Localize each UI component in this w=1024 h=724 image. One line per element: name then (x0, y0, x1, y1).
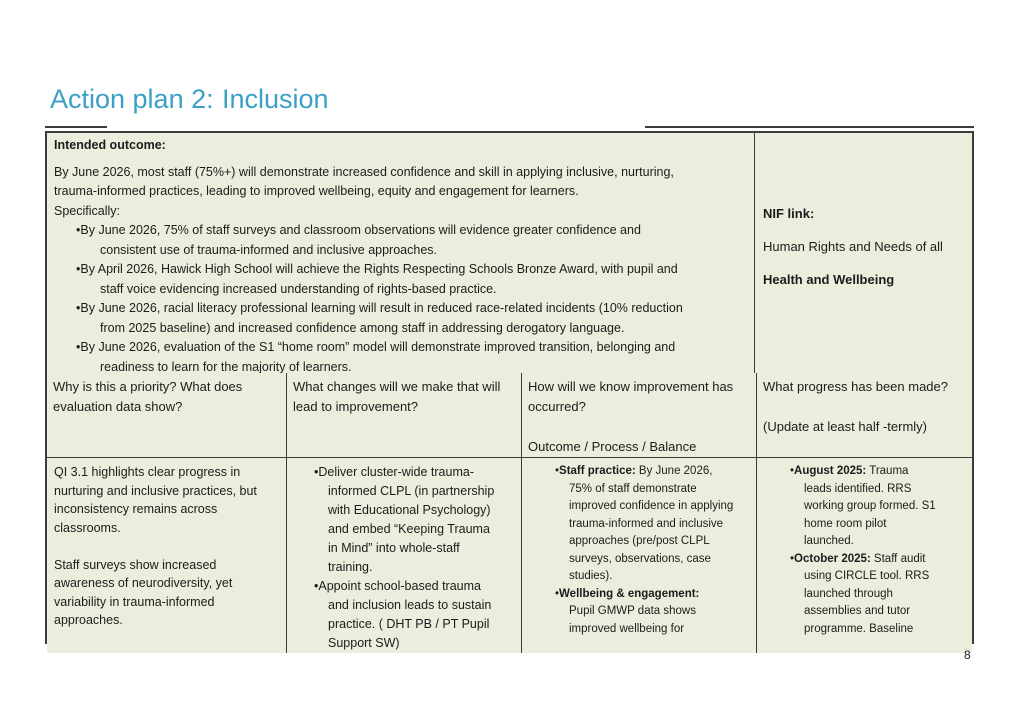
header-priority-cell (47, 373, 287, 458)
top-border-segment-right (645, 126, 974, 128)
header-line: (Update at least half -termly) (763, 419, 928, 434)
bullet-line: • By June 2026, racial literacy professional learning will result in reduced race-related incidents (10% reduction (76, 299, 754, 319)
bullet-line: and embed “Keeping Trauma (328, 522, 490, 536)
table-row-intended (47, 133, 972, 373)
bullet-line: • By April 2026, Hawick High School will achieve the Rights Respecting Schools Bronze Award, with pupil and (76, 260, 754, 280)
bullet-line: in Mind” into whole-staff (328, 541, 460, 555)
header-line (763, 397, 972, 417)
bullet-line: • By June 2026, evaluation of the S1 “home room” model will demonstrate improved transition, belonging and (76, 338, 754, 358)
top-border-segment-left (45, 126, 107, 128)
title-inclusion: Inclusion (222, 84, 329, 114)
list-item (76, 338, 754, 377)
header-line: lead to improvement? (293, 399, 419, 414)
page-number: 8 (964, 648, 971, 662)
bullet-line: using CIRCLE tool. RRS (804, 570, 930, 582)
intended-intro-line: By June 2026, most staff (75%+) will demonstrate increased confidence and skill in applying inclusive, nurturing, (54, 164, 674, 179)
list-item (76, 221, 754, 260)
intended-intro-line: Specifically: (54, 203, 120, 218)
bullet-line: leads identified. RRS (804, 482, 912, 495)
body-line: Staff surveys show increased (54, 557, 217, 572)
body-line: classrooms. (54, 520, 121, 535)
bullet-line: home room pilot (804, 517, 887, 530)
bullet-lead: August 2025: (794, 465, 867, 477)
bullet-line (790, 463, 972, 481)
bullet-line (555, 463, 756, 481)
bullet-line: working group formed. S1 (804, 500, 936, 512)
header-line: What progress has been made? (763, 379, 948, 394)
header-line: How will we know improvement has (528, 379, 734, 394)
bullet-lead: Staff practice: (559, 465, 636, 477)
bullet-line (555, 586, 756, 604)
nif-link-label: NIF link: (763, 206, 815, 221)
page-title (50, 84, 329, 114)
bullet-line: consistent use of trauma-informed and inclusive approaches. (100, 242, 437, 257)
priority-body-cell (47, 458, 287, 653)
bullet-line: studies). (569, 570, 613, 582)
progress-bullet-list (764, 463, 972, 638)
bullet-line: Pupil GMWP data shows (569, 605, 696, 617)
body-line: awareness of neurodiversity, yet (54, 576, 233, 590)
spacer (54, 156, 754, 163)
header-line: Outcome / Process / Balance (528, 439, 697, 454)
bullet-line: trauma-informed and inclusive (569, 517, 724, 530)
header-know-cell (522, 373, 757, 458)
bullet-line: launched through (804, 587, 893, 600)
bullet-rest: By June 2026, (635, 465, 713, 477)
list-item (76, 260, 754, 299)
nif-link-value: Health and Wellbeing (763, 272, 895, 287)
body-line: approaches. (54, 613, 123, 627)
list-item (314, 577, 521, 653)
intended-intro-line: trauma-informed practices, leading to improved wellbeing, equity and engagement for learners. (54, 184, 579, 198)
bullet-line: from 2025 baseline) and increased confidence among staff in addressing derogatory language. (100, 320, 625, 335)
header-line: occurred? (528, 399, 586, 414)
body-line (54, 537, 286, 556)
list-item (790, 463, 972, 551)
nif-link-cell (755, 133, 972, 378)
header-progress-cell (757, 373, 972, 458)
bullet-line: approaches (pre/post CLPL (569, 535, 710, 547)
table-header-row (47, 373, 972, 458)
table-body-row (47, 458, 972, 650)
bullet-rest: Trauma (866, 465, 909, 477)
bullet-line: with Educational Psychology) (328, 503, 491, 517)
bullet-line: • Appoint school-based trauma (314, 577, 521, 596)
nif-link-value: Human Rights and Needs of all (763, 239, 943, 254)
bullet-lead: October 2025: (794, 552, 871, 565)
intended-outcome-heading: Intended outcome: (54, 138, 166, 152)
bullet-line: readiness to learn for the majority of learners. (100, 359, 352, 374)
progress-body-cell (757, 458, 972, 653)
know-bullet-list (529, 463, 756, 638)
header-changes-cell (287, 373, 522, 458)
body-line: variability in trauma-informed (54, 594, 215, 609)
list-item (555, 586, 756, 639)
body-line: nurturing and inclusive practices, but (54, 483, 257, 498)
bullet-line: 75% of staff demonstrate (569, 482, 697, 495)
body-line: QI 3.1 highlights clear progress in (54, 465, 241, 479)
action-plan-table (45, 131, 974, 650)
know-body-cell (522, 458, 757, 653)
list-item (76, 299, 754, 338)
bullet-line: surveys, observations, case (569, 552, 711, 565)
bullet-rest: Staff audit (870, 552, 926, 565)
bullet-line: training. (328, 560, 373, 574)
list-item (555, 463, 756, 586)
changes-bullet-list (294, 463, 521, 653)
intended-outcome-cell (47, 133, 755, 378)
header-line: Why is this a priority? What does (53, 379, 243, 394)
bullet-line (790, 551, 972, 569)
header-line (528, 417, 756, 437)
title-action-plan: Action plan 2: (50, 84, 214, 114)
header-line: What changes will we make that will (293, 379, 501, 394)
bullet-line: programme. Baseline (804, 622, 914, 635)
bullet-line: and inclusion leads to sustain (328, 598, 492, 612)
changes-body-cell (287, 458, 522, 653)
bullet-line: Support SW) (328, 636, 400, 650)
body-line: inconsistency remains across (54, 502, 218, 516)
header-line: evaluation data show? (53, 399, 183, 414)
bullet-line: improved confidence in applying (569, 500, 734, 512)
bullet-line: practice. ( DHT PB / PT Pupil (328, 617, 490, 631)
bullet-line: improved wellbeing for (569, 622, 685, 635)
bullet-line: staff voice evidencing increased understanding of rights-based practice. (100, 281, 497, 296)
bullet-line: launched. (804, 535, 854, 547)
intended-bullet-list (54, 221, 754, 377)
bullet-line: • By June 2026, 75% of staff surveys and classroom observations will evidence greater confidence and (76, 221, 754, 241)
bullet-line: assemblies and tutor (804, 605, 911, 617)
bullet-line: informed CLPL (in partnership (328, 484, 495, 498)
list-item (790, 551, 972, 639)
list-item (314, 463, 521, 577)
bullet-line: • Deliver cluster-wide trauma- (314, 463, 521, 482)
bullet-lead: Wellbeing & engagement: (559, 587, 700, 600)
